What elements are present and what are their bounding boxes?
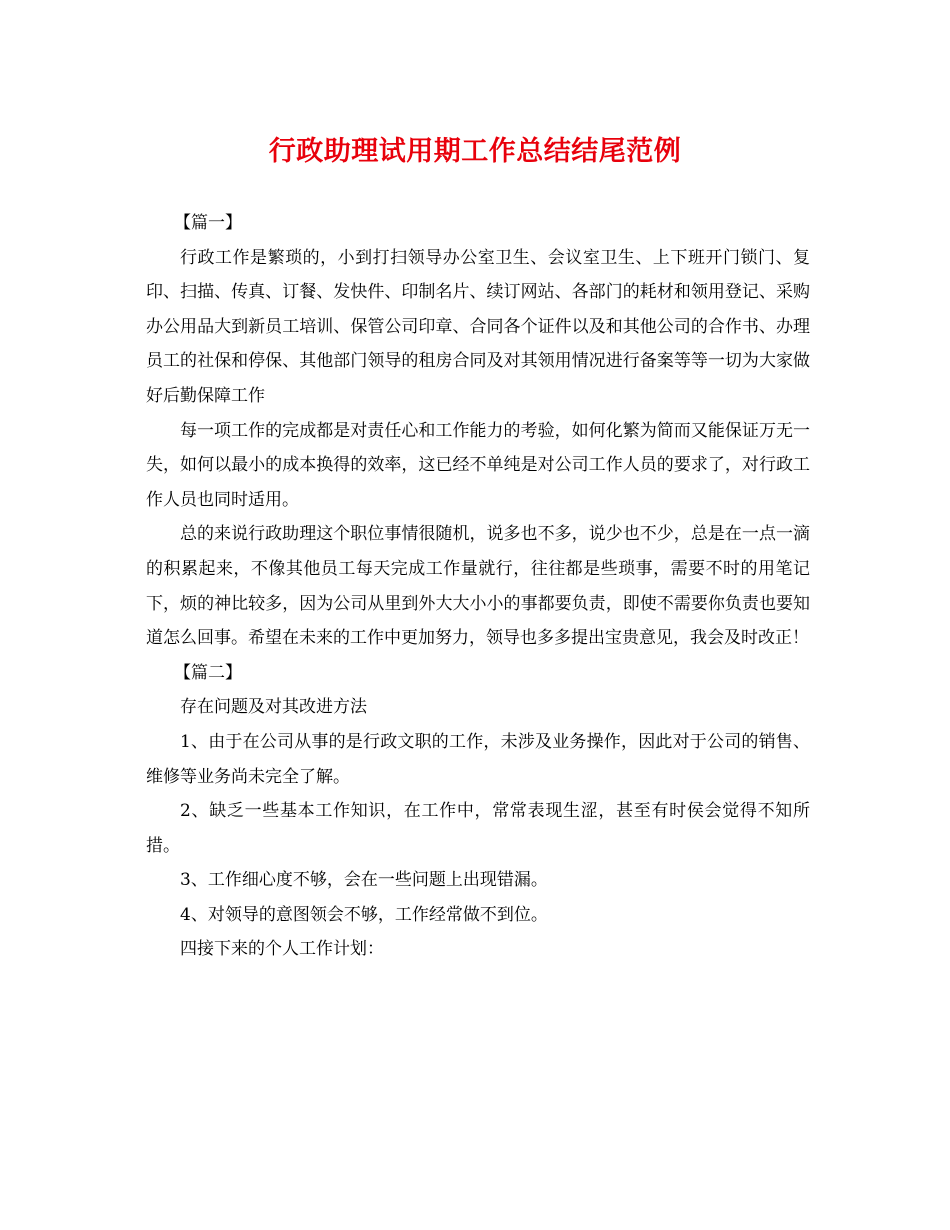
paragraph: 行政工作是繁琐的，小到打扫领导办公室卫生、会议室卫生、上下班开门锁门、复印、扫描、传真、订餐、发快件、印制名片、续订网站、各部门的耗材和领用登记、采购办公用品大到新员工培训、保管公司印章、合同各个证件以及和其他公司的合作书、办理员工的社保和停保、其他部门领导的租房合同及对其领用情况进行备案等等一切为大家做好后勤保障工作: [146, 247, 810, 406]
list-item: 2、缺乏一些基本工作知识，在工作中，常常表现生涩，甚至有时侯会觉得不知所措。: [146, 801, 810, 856]
paragraph: 总的来说行政助理这个职位事情很随机，说多也不多，说少也不少，总是在一点一滴的积累起来，不像其他员工每天完成工作量就行，往往都是些琐事，需要不时的用笔记下，烦的神比较多，因为公司从里到外大大小小的事都要负责，即使不需要你负责也要知道怎么回事。希望在未来的工作中更加努力，领导也多多提出宝贵意见，我会及时改正！: [146, 524, 810, 649]
list-item: 4、对领导的意图领会不够，工作经常做不到位。: [180, 904, 548, 925]
section-heading-2: 【篇二】: [174, 662, 242, 683]
document-body: [146, 206, 810, 967]
paragraph: 存在问题及对其改进方法: [180, 697, 367, 718]
list-item: 1、由于在公司从事的是行政文职的工作，未涉及业务操作，因此对于公司的销售、维修等业务尚未完全了解。: [146, 731, 810, 787]
document-title: 行政助理试用期工作总结结尾范例: [268, 136, 682, 167]
paragraph: 四接下来的个人工作计划：: [180, 939, 384, 960]
section-heading-1: 【篇一】: [174, 213, 242, 233]
list-item: 3、工作细心度不够，会在一些问题上出现错漏。: [180, 870, 548, 891]
paragraph: 每一项工作的完成都是对责任心和工作能力的考验，如何化繁为简而又能保证万无一失，如何以最小的成本换得的效率，这已经不单纯是对公司工作人员的要求了，对行政工作人员也同时适用。: [146, 420, 810, 510]
